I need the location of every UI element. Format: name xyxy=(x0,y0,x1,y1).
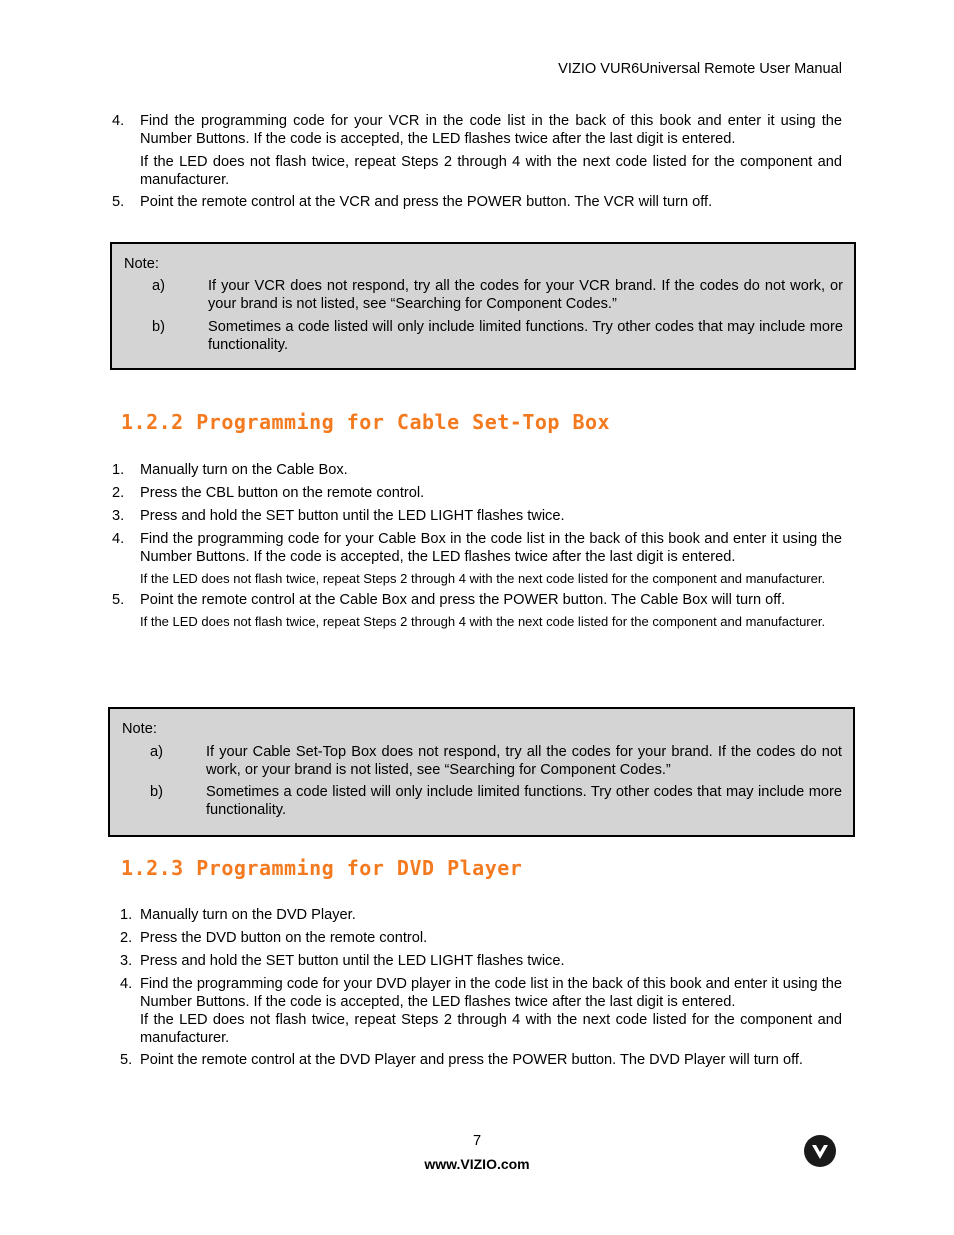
step-text: Find the programming code for your DVD player in the code list in the back of this book and enter it using the Number Buttons. If the code is accepted, the LED flashes twice after the last digit is entered. xyxy=(140,976,842,1010)
note-item xyxy=(152,277,843,313)
step-subtext: If the LED does not flash twice, repeat Steps 2 through 4 with the next code listed for the component and manufacturer. xyxy=(140,1012,842,1046)
note-letter: a) xyxy=(152,278,165,294)
step-number: 2. xyxy=(120,930,133,946)
note-label: Note: xyxy=(124,256,159,272)
note-item xyxy=(150,743,842,779)
list-item xyxy=(112,591,842,630)
step-number: 4. xyxy=(112,113,125,129)
step-text: Press the DVD button on the remote control. xyxy=(140,930,428,946)
list-item xyxy=(112,1051,842,1069)
step-number: 4. xyxy=(120,976,133,992)
step-number: 2. xyxy=(112,485,125,501)
step-text: Press and hold the SET button until the LED LIGHT flashes twice. xyxy=(140,508,565,524)
note-label: Note: xyxy=(122,721,157,737)
step-text: Press the CBL button on the remote control. xyxy=(140,485,425,501)
dvd-steps-list xyxy=(112,906,842,1069)
note-item xyxy=(150,783,842,819)
section-heading: 1.2.3 Programming for DVD Player xyxy=(121,856,523,880)
step-text: Point the remote control at the VCR and press the POWER button. The VCR will turn off. xyxy=(140,194,713,210)
step-text: Manually turn on the DVD Player. xyxy=(140,907,356,923)
cable-steps-list xyxy=(112,461,842,630)
step-subtext: If the LED does not flash twice, repeat Steps 2 through 4 with the next code listed for the component and manufacturer. xyxy=(140,571,826,586)
list-item xyxy=(112,952,842,970)
note-letter: a) xyxy=(150,744,163,760)
list-item xyxy=(112,975,842,1047)
footer-url: www.VIZIO.com xyxy=(424,1156,530,1172)
note-text: Sometimes a code listed will only include limited functions. Try other codes that may include more functionality. xyxy=(208,319,843,353)
list-item xyxy=(112,906,842,924)
note-letter: b) xyxy=(152,319,165,335)
step-subtext: If the LED does not flash twice, repeat Steps 2 through 4 with the next code listed for the component and manufacturer. xyxy=(140,614,826,629)
vcr-steps-list xyxy=(112,112,842,211)
step-text: Find the programming code for your VCR in the code list in the back of this book and enter it using the Number Buttons. If the code is accepted, the LED flashes twice after the last digit is entered. xyxy=(140,113,842,147)
note-text: If your Cable Set-Top Box does not respond, try all the codes for your brand. If the codes do not work, or your brand is not listed, see “Searching for Component Codes.” xyxy=(206,744,842,778)
vizio-logo-icon xyxy=(804,1135,836,1167)
vizio-logo-icon xyxy=(804,1135,836,1167)
list-item xyxy=(112,193,842,211)
step-number: 5. xyxy=(112,194,125,210)
step-number: 5. xyxy=(112,592,125,608)
note-text: Sometimes a code listed will only include limited functions. Try other codes that may include more functionality. xyxy=(206,784,842,818)
step-text: Point the remote control at the DVD Player and press the POWER button. The DVD Player will turn off. xyxy=(140,1052,803,1068)
step-number: 4. xyxy=(112,531,125,547)
list-item xyxy=(112,530,842,587)
step-text: Press and hold the SET button until the LED LIGHT flashes twice. xyxy=(140,953,565,969)
step-subtext: If the LED does not flash twice, repeat Steps 2 through 4 with the next code listed for the component and manufacturer. xyxy=(140,154,842,188)
page-number: 7 xyxy=(472,1133,482,1149)
note-letter: b) xyxy=(150,784,163,800)
list-item xyxy=(112,507,842,525)
list-item xyxy=(112,461,842,479)
list-item xyxy=(112,929,842,947)
step-text: Point the remote control at the Cable Box and press the POWER button. The Cable Box will turn off. xyxy=(140,592,786,608)
section-heading: 1.2.2 Programming for Cable Set-Top Box xyxy=(121,410,611,434)
step-number: 3. xyxy=(120,953,133,969)
step-number: 1. xyxy=(120,907,133,923)
note-box xyxy=(108,707,855,837)
step-number: 3. xyxy=(112,508,125,524)
step-number: 5. xyxy=(120,1052,133,1068)
step-text: Find the programming code for your Cable Box in the code list in the back of this book and enter it using the Number Buttons. If the code is accepted, the LED flashes twice after the last digit is entered. xyxy=(140,531,842,565)
list-item xyxy=(112,484,842,502)
step-text: Manually turn on the Cable Box. xyxy=(140,462,348,478)
document-header: VIZIO VUR6Universal Remote User Manual xyxy=(558,61,842,77)
step-number: 1. xyxy=(112,462,125,478)
note-item xyxy=(152,318,843,354)
note-box xyxy=(110,242,856,370)
list-item xyxy=(112,112,842,189)
note-text: If your VCR does not respond, try all the codes for your VCR brand. If the codes do not work, or your brand is not listed, see “Searching for Component Codes.” xyxy=(208,278,843,312)
